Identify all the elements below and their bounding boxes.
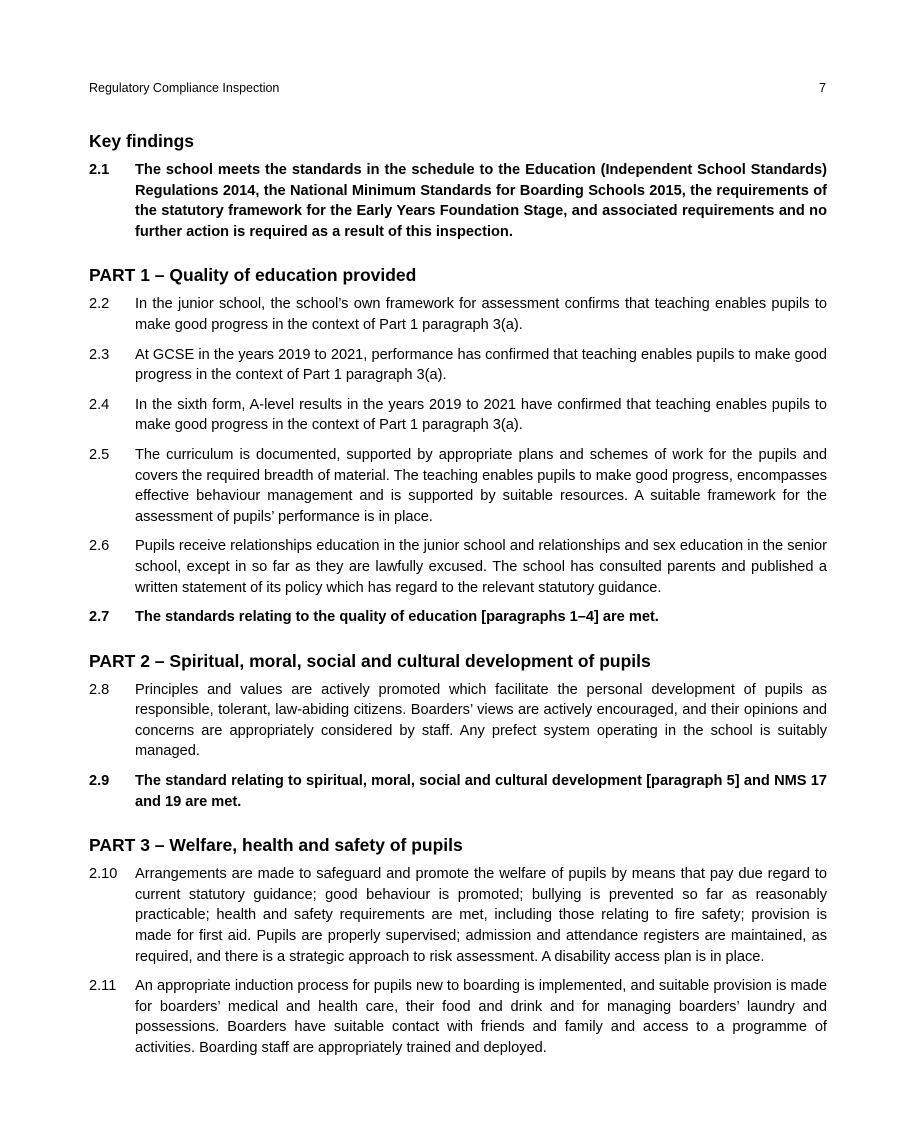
- header-title: Regulatory Compliance Inspection: [89, 81, 280, 95]
- paragraph-number: 2.1: [89, 162, 110, 178]
- paragraph-text: Principles and values are actively promoted which facilitate the personal development of pupils as responsible, tolerant, law-abiding citizens. Boarders’ views are actively encouraged, and their opinions and concerns are appropriately considered by staff. Any prefect system operating in the school is suitably managed.: [135, 681, 827, 760]
- paragraph-text: Arrangements are made to safeguard and promote the welfare of pupils by means that pay due regard to current statutory guidance; good behaviour is promoted; bullying is prevented so far as reasonably practicable; health and safety requirements are met, including those relating to fire safety; provision is made for first aid. Pupils are properly supervised; admission and attendance registers are maintained, as required, and there is a strategic approach to risk assessment. A disability access plan is in place.: [135, 866, 827, 965]
- running-header: [89, 80, 826, 96]
- paragraph-2-8: [89, 680, 827, 762]
- paragraph-2-10: [89, 864, 827, 967]
- paragraph-2-2: [89, 294, 827, 335]
- paragraph-text: The curriculum is documented, supported by appropriate plans and schemes of work for the pupils and covers the required breadth of material. The teaching enables pupils to make good progress, encompasses effective behaviour management and is supported by suitable resources. A suitable framework for the assessment of pupils’ performance is in place.: [135, 446, 827, 525]
- paragraph-text: At GCSE in the years 2019 to 2021, performance has confirmed that teaching enables pupils to make good progress in the context of Part 1 paragraph 3(a).: [135, 346, 827, 384]
- section-heading: PART 3 – Welfare, health and safety of pupils: [89, 835, 463, 856]
- paragraph-2-11: [89, 976, 827, 1058]
- paragraph-number: 2.2: [89, 296, 110, 313]
- section-heading: PART 2 – Spiritual, moral, social and cultural development of pupils: [89, 650, 651, 671]
- paragraph-text: In the junior school, the school’s own framework for assessment confirms that teaching enables pupils to make good progress in the context of Part 1 paragraph 3(a).: [135, 296, 827, 333]
- paragraph-text: An appropriate induction process for pupils new to boarding is implemented, and suitable provision is made for boarders’ medical and health care, their food and drink and for managing boarders’ laundry and possessions. Boarders have suitable contact with friends and family and access to a programme of activities. Boarding staff are appropriately trained and deployed.: [135, 978, 827, 1056]
- paragraph-number: 2.5: [89, 446, 110, 463]
- paragraph-2-6: [89, 536, 827, 598]
- paragraph-number: 2.6: [89, 538, 110, 555]
- section-key-findings: [89, 130, 827, 242]
- paragraph-number: 2.4: [89, 396, 110, 413]
- paragraph-text: The standard relating to spiritual, moral, social and cultural development [paragraph 5] and NMS 17 and 19 are met.: [135, 773, 827, 810]
- paragraph-2-9: [89, 771, 827, 812]
- section-part-3: [89, 834, 827, 1058]
- section-heading: PART 1 – Quality of education provided: [89, 265, 417, 286]
- paragraph-text: The school meets the standards in the schedule to the Education (Independent School Standards) Regulations 2014, the National Minimum Standards for Boarding Schools 2015, the requirements of the statutory framework for the Early Years Foundation Stage, and associated requirements and no further action is required as a result of this inspection.: [135, 162, 827, 240]
- paragraph-2-3: [89, 345, 827, 386]
- paragraph-number: 2.11: [89, 978, 117, 995]
- section-part-2: [89, 650, 827, 813]
- section-heading: Key findings: [89, 131, 195, 151]
- document-body: [89, 130, 827, 1081]
- paragraph-number: 2.7: [89, 609, 110, 626]
- section-part-1: [89, 264, 827, 627]
- paragraph-number: 2.9: [89, 773, 110, 790]
- paragraph-text: The standards relating to the quality of education [paragraphs 1–4] are met.: [135, 609, 659, 626]
- page-number: 7: [819, 81, 826, 95]
- paragraph-number: 2.8: [89, 681, 110, 698]
- paragraph-2-4: [89, 395, 827, 436]
- paragraph-number: 2.10: [89, 866, 118, 883]
- paragraph-text: In the sixth form, A-level results in the years 2019 to 2021 have confirmed that teaching enables pupils to make good progress in the context of Part 1 paragraph 3(a).: [135, 396, 827, 434]
- paragraph-2-1: [89, 160, 827, 242]
- paragraph-number: 2.3: [89, 346, 110, 363]
- paragraph-2-7: [89, 607, 827, 628]
- paragraph-2-5: [89, 445, 827, 527]
- paragraph-text: Pupils receive relationships education in the junior school and relationships and sex education in the senior school, except in so far as they are lawfully excused. The school has consulted parents and published a written statement of its policy which has regard to the relevant statutory guidance.: [135, 538, 827, 596]
